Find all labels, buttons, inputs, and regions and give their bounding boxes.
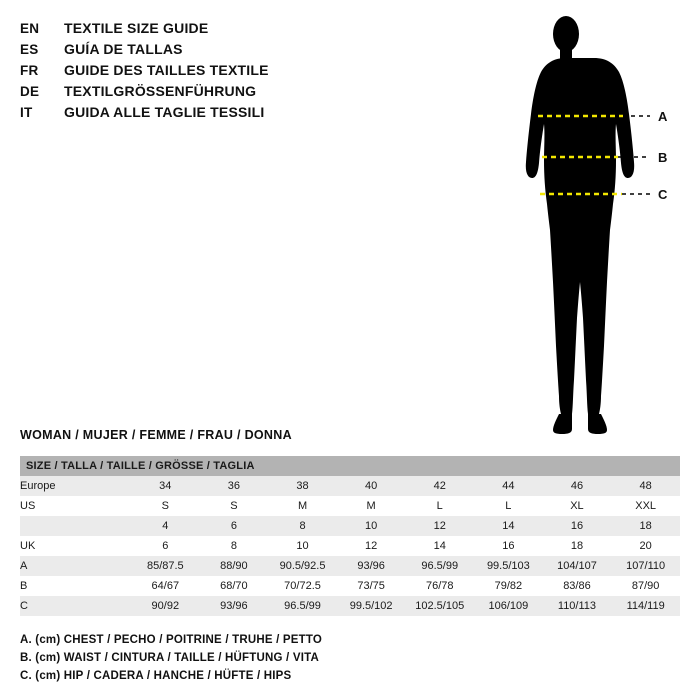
cell: 87/90 — [611, 576, 680, 596]
cell: 96.5/99 — [405, 556, 474, 576]
cell: 46 — [543, 476, 612, 496]
title-row — [20, 62, 440, 81]
cell: 83/86 — [543, 576, 612, 596]
footnotes-block — [20, 634, 580, 688]
cell: 85/87.5 — [131, 556, 200, 576]
title-text-de: TEXTILGRÖSSENFÜHRUNG — [64, 83, 257, 99]
cell: 48 — [611, 476, 680, 496]
cell: 68/70 — [200, 576, 269, 596]
table-header-label: SIZE / TALLA / TAILLE / GRÖSSE / TAGLIA — [20, 456, 680, 476]
title-lang-de: DE — [20, 84, 40, 99]
cell: 16 — [543, 516, 612, 536]
cell: 18 — [543, 536, 612, 556]
cell: 6 — [131, 536, 200, 556]
footnote-b: B. (cm) WAIST / CINTURA / TAILLE / HÜFTUNG / VITA — [20, 652, 319, 664]
cell: 70/72.5 — [268, 576, 337, 596]
cell: 10 — [268, 536, 337, 556]
cell: 104/107 — [543, 556, 612, 576]
table-row — [20, 476, 680, 496]
cell: 12 — [337, 536, 406, 556]
cell: 90.5/92.5 — [268, 556, 337, 576]
cell: M — [337, 496, 406, 516]
cell: 44 — [474, 476, 543, 496]
cell: L — [474, 496, 543, 516]
cell: 102.5/105 — [405, 596, 474, 616]
cell: 42 — [405, 476, 474, 496]
cell: 36 — [200, 476, 269, 496]
cell: M — [268, 496, 337, 516]
row-label-us-numeric — [20, 516, 131, 536]
title-lang-fr: FR — [20, 63, 39, 78]
cell: XL — [543, 496, 612, 516]
table-row — [20, 596, 680, 616]
cell: 10 — [337, 516, 406, 536]
cell: 40 — [337, 476, 406, 496]
size-table — [20, 456, 680, 616]
cell: 12 — [405, 516, 474, 536]
silhouette-icon — [526, 16, 634, 434]
footnote-c: C. (cm) HIP / CADERA / HANCHE / HÜFTE / HIPS — [20, 670, 292, 682]
title-text-it: GUIDA ALLE TAGLIE TESSILI — [64, 104, 265, 120]
marker-label-c: C — [658, 187, 668, 202]
title-row — [20, 20, 440, 39]
cell: 93/96 — [200, 596, 269, 616]
cell: 18 — [611, 516, 680, 536]
cell: 4 — [131, 516, 200, 536]
cell: XXL — [611, 496, 680, 516]
cell: 93/96 — [337, 556, 406, 576]
table-row — [20, 516, 680, 536]
title-row — [20, 41, 440, 60]
row-label-us: US — [20, 496, 131, 516]
female-silhouette-figure — [490, 8, 690, 438]
title-lang-es: ES — [20, 42, 39, 57]
cell: S — [131, 496, 200, 516]
cell: 107/110 — [611, 556, 680, 576]
table-row — [20, 536, 680, 556]
cell: 14 — [474, 516, 543, 536]
title-text-en: TEXTILE SIZE GUIDE — [64, 20, 209, 36]
cell: 38 — [268, 476, 337, 496]
table-row — [20, 556, 680, 576]
cell: L — [405, 496, 474, 516]
cell: 88/90 — [200, 556, 269, 576]
row-label-uk: UK — [20, 536, 131, 556]
cell: 8 — [268, 516, 337, 536]
title-lang-it: IT — [20, 105, 33, 120]
row-label-b: B — [20, 576, 131, 596]
table-row — [20, 496, 680, 516]
cell: 73/75 — [337, 576, 406, 596]
marker-label-a: A — [658, 109, 668, 124]
cell: 6 — [200, 516, 269, 536]
cell: 8 — [200, 536, 269, 556]
cell: 99.5/103 — [474, 556, 543, 576]
title-block — [20, 20, 440, 125]
row-label-europe: Europe — [20, 476, 131, 496]
marker-label-b: B — [658, 150, 668, 165]
section-heading-woman: WOMAN / MUJER / FEMME / FRAU / DONNA — [20, 428, 292, 442]
table-row — [20, 576, 680, 596]
row-label-a: A — [20, 556, 131, 576]
cell: 79/82 — [474, 576, 543, 596]
size-table-wrapper — [20, 456, 680, 616]
cell: 34 — [131, 476, 200, 496]
title-row — [20, 83, 440, 102]
cell: S — [200, 496, 269, 516]
title-text-fr: GUIDE DES TAILLES TEXTILE — [64, 62, 269, 78]
cell: 110/113 — [543, 596, 612, 616]
row-label-c: C — [20, 596, 131, 616]
cell: 99.5/102 — [337, 596, 406, 616]
footnote-a: A. (cm) CHEST / PECHO / POITRINE / TRUHE / PETTO — [20, 634, 323, 646]
cell: 64/67 — [131, 576, 200, 596]
cell: 106/109 — [474, 596, 543, 616]
cell: 20 — [611, 536, 680, 556]
cell: 16 — [474, 536, 543, 556]
cell: 90/92 — [131, 596, 200, 616]
cell: 76/78 — [405, 576, 474, 596]
cell: 14 — [405, 536, 474, 556]
title-lang-en: EN — [20, 21, 40, 36]
table-header-row — [20, 456, 680, 476]
cell: 114/119 — [611, 596, 680, 616]
title-row — [20, 104, 440, 123]
title-text-es: GUÍA DE TALLAS — [64, 41, 183, 57]
cell: 96.5/99 — [268, 596, 337, 616]
